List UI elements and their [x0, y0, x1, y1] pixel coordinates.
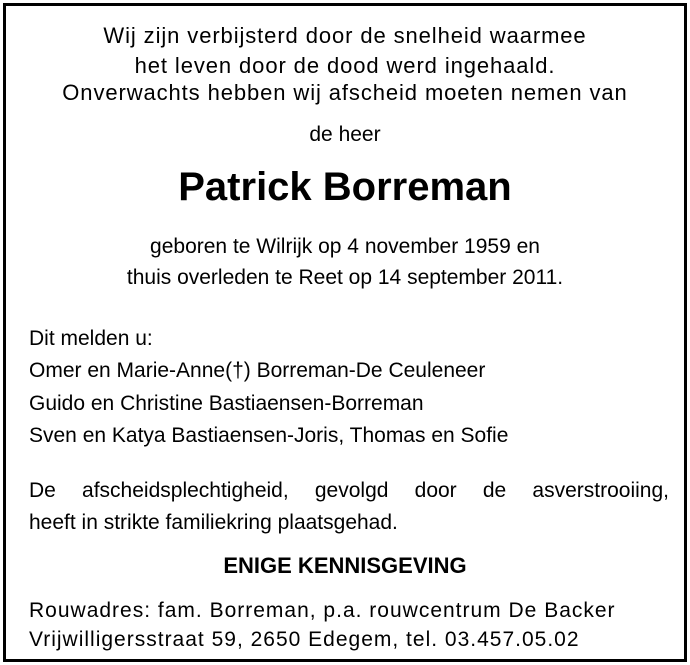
- deceased-name: Patrick Borreman: [178, 165, 512, 209]
- family-member-line: Omer en Marie-Anne(†) Borreman-De Ceuleneer: [29, 359, 486, 382]
- family-member-line: Guido en Christine Bastiaensen-Borreman: [29, 392, 424, 415]
- notice-heading: ENIGE KENNISGEVING: [223, 553, 467, 578]
- death-line: thuis overleden te Reet op 14 september 2011.: [126, 266, 564, 289]
- address-line-2: Vrijwilligersstraat 59, 2650 Edegem, tel. 03.457.05.02: [29, 628, 580, 651]
- birth-line: geboren te Wilrijk op 4 november 1959 en: [150, 235, 540, 258]
- family-intro: Dit melden u:: [29, 327, 153, 350]
- intro-line-2: het leven door de dood werd ingehaald.: [134, 53, 556, 78]
- intro-line-3: Onverwachts hebben wij afscheid moeten nemen van: [62, 80, 628, 105]
- obituary-card: [3, 3, 687, 662]
- address-line-1: Rouwadres: fam. Borreman, p.a. rouwcentrum De Backer: [29, 599, 616, 622]
- salutation: de heer: [309, 123, 381, 146]
- family-member-line: Sven en Katya Bastiaensen-Joris, Thomas en Sofie: [29, 424, 509, 447]
- ceremony-line-1: De afscheidsplechtigheid, gevolgd door de asverstrooiing,: [29, 479, 669, 502]
- ceremony-line-2: heeft in strikte familiekring plaatsgehad.: [29, 511, 398, 534]
- intro-line-1: Wij zijn verbijsterd door de snelheid waarmee: [103, 23, 587, 48]
